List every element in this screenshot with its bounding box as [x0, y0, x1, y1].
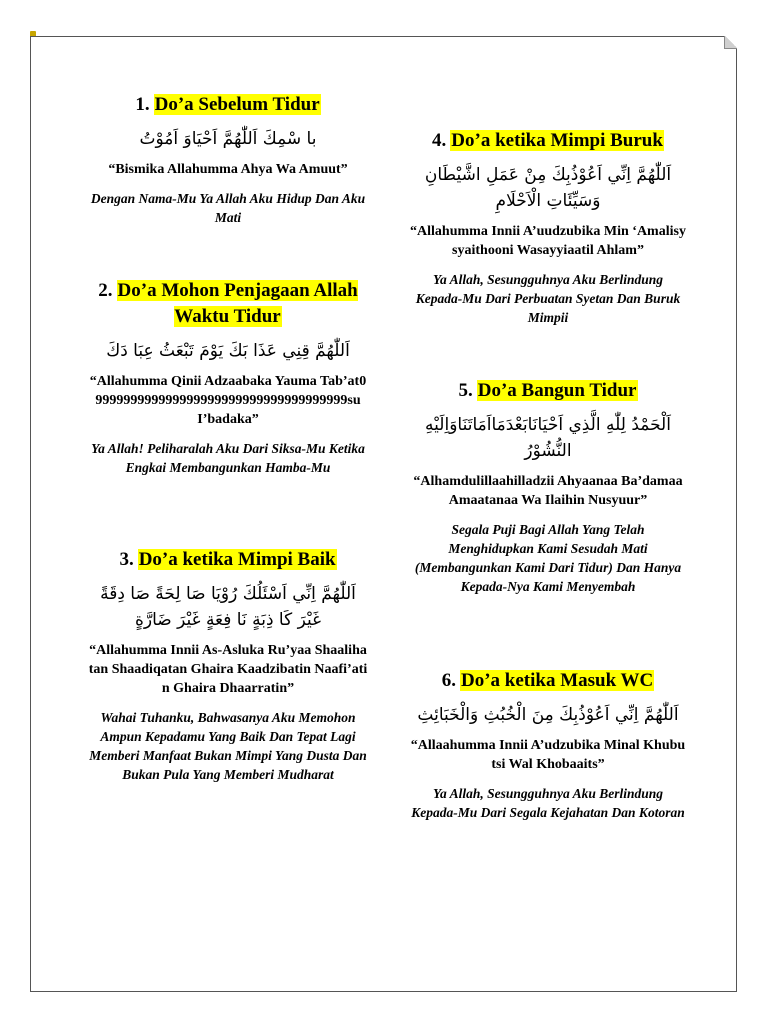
section-title-text: Do’a ketika Masuk WC — [460, 670, 654, 691]
arabic-text: با سْمِكَ اَللّٰهُمَّ اَحْيَاوَ اَمُوْتُ — [139, 129, 317, 149]
transliteration-text: “Bismika Allahumma Ahya Wa Amuut” — [108, 162, 348, 177]
section-title-text: Do’a ketika Mimpi Baik — [138, 549, 336, 570]
section-number: 1. — [135, 94, 150, 115]
section-title — [88, 547, 368, 573]
doa-section-4 — [410, 128, 686, 327]
section-title — [410, 668, 686, 694]
meaning-text: Ya Allah, Sesungguhnya Aku Berlindung Kepada-Mu Dari Perbuatan Syetan Dan Buruk Mimpii — [415, 272, 681, 325]
section-number: 3. — [119, 549, 134, 570]
meaning-text: Wahai Tuhanku, Bahwasanya Aku Memohon Ampun Kepadamu Yang Baik Dan Tepat Lagi Memberi Manfaat Bukan Mimpi Yang Dusta Dan Bukan Pula Yang Memberi Mudharat — [89, 710, 367, 782]
section-number: 2. — [98, 280, 113, 301]
section-title — [88, 92, 368, 118]
transliteration-text: “Allahumma Innii As-Asluka Ru’yaa Shaalihatan Shaadiqatan Ghaira Kaadzibatin Naafi’atin Ghaira Dhaarratin” — [88, 643, 368, 696]
transliteration-text: “Allaahumma Innii A’udzubika Minal Khubutsi Wal Khobaaits” — [410, 738, 686, 772]
meaning-text: Dengan Nama-Mu Ya Allah Aku Hidup Dan Aku Mati — [90, 191, 366, 225]
doa-section-5 — [410, 378, 686, 596]
doa-section-2 — [88, 278, 368, 477]
section-title-text: Do’a Mohon Penjagaan Allah Waktu Tidur — [117, 280, 358, 327]
transliteration-text: “Alhamdulillaahilladzii Ahyaanaa Ba’damaa Amaatanaa Wa Ilaihin Nusyuur” — [413, 474, 683, 508]
arabic-text: اَللّٰهُمَّ اِنِّي اَسْئَلُكَ رُوْيَا صَا لِحَةً صَا دِقَةً غَيْرَ كَا ذِبَةٍ نَا فِعَةٍ غَيْرَ ضَارَّةٍ — [100, 584, 356, 630]
transliteration-text: “Allahumma Innii A’uudzubika Min ‘Amalisysyaithooni Wasayyiaatil Ahlam” — [410, 224, 686, 258]
section-title-text: Do’a ketika Mimpi Buruk — [451, 130, 663, 151]
meaning-text: Segala Puji Bagi Allah Yang Telah Menghidupkan Kami Sesudah Mati (Membangunkan Kami Dari Tidur) Dan Hanya Kepada-Nya Kami Menyembah — [414, 522, 682, 594]
arabic-text: اَللّٰهُمَّ اِنِّي اَعُوْذُبِكَ مِنَ الْخُبُثِ وَالْخَبَائِثِ — [417, 705, 679, 725]
section-title — [410, 128, 686, 154]
section-title-text: Do’a Sebelum Tidur — [154, 94, 320, 115]
arabic-text: اَللّٰهُمَّ اِنِّي اَعُوْذُبِكَ مِنْ عَمَلِ اشَّيْطَانِ وَسَيِّئَاتِ الْاَحْلَامِ — [424, 165, 672, 211]
section-number: 4. — [432, 130, 447, 151]
page-fold-icon — [724, 36, 737, 49]
section-number: 6. — [441, 670, 456, 691]
arabic-text: اَلْحَمْدُ لِلّٰهِ الَّذِي اَحْيَانَابَعْدَمَااَمَاتَنَاوَاِلَيْهِ النُّشُوْرُ — [425, 415, 671, 461]
meaning-text: Ya Allah, Sesungguhnya Aku Berlindung Kepada-Mu Dari Segala Kejahatan Dan Kotoran — [411, 786, 685, 820]
doa-section-3 — [88, 547, 368, 784]
arabic-text: اَللّٰهُمَّ قِنِي عَذَا بَكَ يَوْمَ تَبْعَثُ عِبَا دَكَ — [106, 341, 350, 361]
section-title — [410, 378, 686, 404]
section-title — [88, 278, 368, 330]
section-title-text: Do’a Bangun Tidur — [477, 380, 637, 401]
meaning-text: Ya Allah! Peliharalah Aku Dari Siksa-Mu Ketika Engkai Membangunkan Hamba-Mu — [91, 441, 365, 475]
section-number: 5. — [458, 380, 473, 401]
doa-section-1 — [88, 92, 368, 227]
transliteration-text: “Allahumma Qinii Adzaabaka Yauma Tab’at0999999999999999999999999999999999999su I’badaka” — [89, 374, 367, 427]
doa-section-6 — [410, 668, 686, 822]
